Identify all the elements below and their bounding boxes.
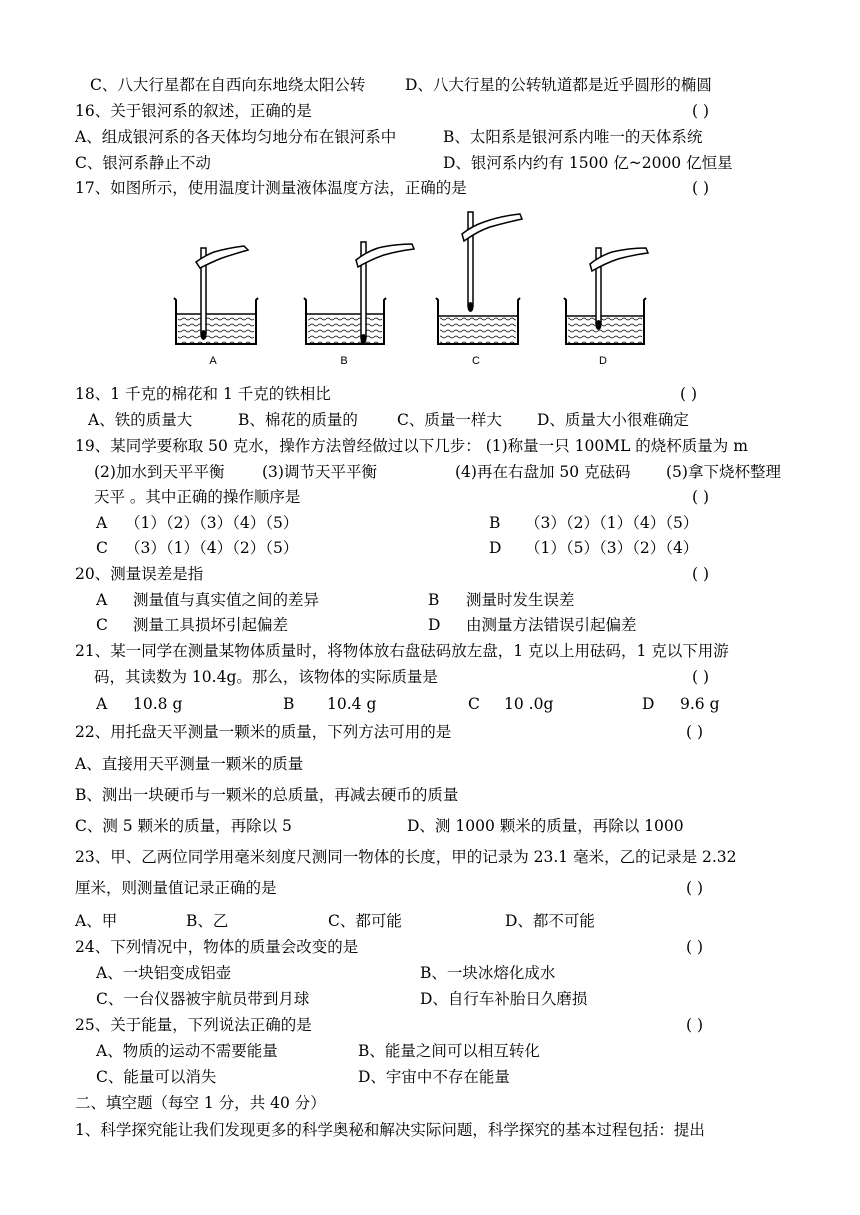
thermometer-c-bulb	[468, 302, 474, 312]
figure-label-b: B	[340, 355, 348, 367]
beaker-a	[174, 246, 258, 344]
q16-option-c: C、银河系静止不动	[75, 154, 211, 172]
q25-option-c: C、能量可以消失	[96, 1068, 217, 1086]
q24-stem: 24、下列情况中，物体的质量会改变的是	[75, 938, 359, 956]
q21-option-a-key: A	[96, 695, 108, 713]
q24-option-a: A、一块铝变成铝壶	[96, 964, 232, 982]
question-19-options-ab	[0, 512, 860, 534]
q20-option-d: 由测量方法错误引起偏差	[466, 616, 637, 634]
q19-step-2: (2)加水到天平平衡	[94, 463, 225, 481]
q19-option-a: （1）（2）（3）（4）（5）	[125, 514, 299, 532]
figure-label-c: C	[472, 355, 480, 367]
q25-answer-blank: ( )	[686, 1016, 704, 1034]
q22-stem: 22、用托盘天平测量一颗米的质量，下列方法可用的是	[75, 723, 452, 741]
beaker-b	[304, 242, 414, 344]
q21-answer-blank: ( )	[692, 668, 710, 686]
q15-option-c: C、八大行星都在自西向东地绕太阳公转	[90, 76, 366, 94]
question-17-stem	[0, 177, 860, 199]
q24-answer-blank: ( )	[686, 938, 704, 956]
q19-step-3: (3)调节天平平衡	[262, 463, 377, 481]
question-18-stem	[0, 383, 860, 405]
q25-option-b: B、能量之间可以相互转化	[358, 1042, 540, 1060]
q20-option-a: 测量值与真实值之间的差异	[133, 591, 320, 609]
q19-answer-blank: ( )	[692, 488, 710, 506]
question-21-line-2	[0, 666, 860, 688]
question-23-line-2	[0, 877, 860, 899]
q22-option-a: A、直接用天平测量一颗米的质量	[75, 755, 304, 773]
beaker-d-liquid	[568, 316, 642, 344]
figure-label-d: D	[599, 355, 607, 367]
question-22-options-cd	[0, 815, 860, 837]
thermometer-d-bulb	[596, 320, 602, 330]
section-2-heading	[0, 1092, 860, 1114]
q24-option-b: B、一块冰熔化成水	[420, 964, 556, 982]
section-2-question-1	[0, 1119, 860, 1141]
q21-option-b: 10.4 g	[327, 695, 377, 713]
q22-option-c: C、测 5 颗米的质量，再除以 5	[75, 817, 292, 835]
question-25-stem	[0, 1014, 860, 1036]
q23-line-2: 厘米，则测量值记录正确的是	[75, 879, 277, 897]
question-16-stem	[0, 100, 860, 122]
thermometer-diagram	[150, 208, 690, 370]
q25-option-a: A、物质的运动不需要能量	[96, 1042, 278, 1060]
question-16-options-ab	[0, 126, 860, 148]
question-20-options-ab	[0, 589, 860, 611]
question-16-options-cd	[0, 152, 860, 174]
q22-option-d: D、测 1000 颗米的质量，再除以 1000	[407, 817, 684, 835]
q20-option-b: 测量时发生误差	[466, 591, 575, 609]
q21-option-a: 10.8 g	[133, 695, 183, 713]
q21-option-c: 10 .0g	[504, 695, 554, 713]
q17-stem: 17、如图所示，使用温度计测量液体温度方法，正确的是	[75, 179, 467, 197]
q21-option-c-key: C	[468, 695, 480, 713]
q21-option-d-key: D	[642, 695, 655, 713]
question-15-options-cd	[0, 74, 860, 96]
question-24-stem	[0, 936, 860, 958]
section-2-title: 二、填空题（每空 1 分，共 40 分）	[75, 1094, 326, 1112]
q25-option-d: D、宇宙中不存在能量	[358, 1068, 510, 1086]
question-21-line-1	[0, 640, 860, 662]
question-24-options-ab	[0, 962, 860, 984]
q19-option-c-key: C	[96, 539, 108, 557]
question-25-options-ab	[0, 1040, 860, 1062]
q18-option-c: C、质量一样大	[397, 411, 502, 429]
q21-option-b-key: B	[283, 695, 295, 713]
question-19-line-3	[0, 486, 860, 508]
q20-option-c: 测量工具损坏引起偏差	[133, 616, 289, 634]
figure-label-a: A	[209, 355, 217, 367]
question-20-stem	[0, 563, 860, 585]
q19-option-b-key: B	[489, 514, 501, 532]
q20-option-a-key: A	[96, 591, 108, 609]
question-23-options	[0, 910, 860, 932]
q23-answer-blank: ( )	[686, 879, 704, 897]
q18-option-a: A、铁的质量大	[88, 411, 193, 429]
q18-option-d: D、质量大小很难确定	[537, 411, 689, 429]
q25-stem: 25、关于能量，下列说法正确的是	[75, 1016, 312, 1034]
q16-answer-blank: ( )	[692, 102, 710, 120]
q23-line-1: 23、甲、乙两位同学用毫米刻度尺测同一物体的长度，甲的记录为 23.1 毫米，乙的记录是 2.32	[75, 848, 737, 866]
q21-option-d: 9.6 g	[680, 695, 720, 713]
q16-option-a: A、组成银河系的各天体均匀地分布在银河系中	[75, 128, 397, 146]
q19-option-a-key: A	[96, 514, 108, 532]
question-22-stem	[0, 721, 860, 743]
q18-stem: 18、1 千克的棉花和 1 千克的铁相比	[75, 385, 331, 403]
beaker-c-liquid	[440, 316, 516, 344]
q19-step-5: (5)拿下烧杯整理	[666, 463, 781, 481]
q21-line-1: 21、某一同学在测量某物体质量时，将物体放右盘砝码放左盘，1 克以上用砝码，1 克以下用游	[75, 642, 729, 660]
q24-option-d: D、自行车补胎日久磨损	[420, 990, 588, 1008]
q24-option-c: C、一台仪器被宇航员带到月球	[96, 990, 310, 1008]
q19-option-c: （3）（1）（4）（2）（5）	[125, 539, 299, 557]
question-19-line-1	[0, 435, 860, 457]
q15-option-d: D、八大行星的公转轨道都是近乎圆形的椭圆	[405, 76, 712, 94]
q23-option-c: C、都可能	[328, 912, 402, 930]
q18-answer-blank: ( )	[680, 385, 698, 403]
question-18-options	[0, 409, 860, 431]
q19-option-d-key: D	[489, 539, 502, 557]
q19-step-4: (4)再在右盘加 50 克砝码	[455, 463, 631, 481]
question-21-options	[0, 693, 860, 715]
q19-option-b: （3）（2）（1）（4）（5）	[525, 514, 699, 532]
question-19-line-2	[0, 461, 860, 483]
q20-option-b-key: B	[428, 591, 440, 609]
question-25-options-cd	[0, 1066, 860, 1088]
q17-answer-blank: ( )	[692, 179, 710, 197]
q22-answer-blank: ( )	[686, 723, 704, 741]
beaker-d	[564, 248, 648, 344]
q18-option-b: B、棉花的质量的	[238, 411, 358, 429]
beaker-c	[436, 212, 522, 344]
question-22-option-b-line	[0, 784, 860, 806]
q23-option-a: A、甲	[75, 912, 118, 930]
q19-option-d: （1）（5）（3）（2）（4）	[525, 539, 699, 557]
thermometer-b-bulb	[361, 334, 367, 344]
question-24-options-cd	[0, 988, 860, 1010]
thermometer-a-bulb	[201, 330, 207, 340]
q20-stem: 20、测量误差是指	[75, 565, 204, 583]
q21-line-2: 码，其读数为 10.4g。那么，该物体的实际质量是	[94, 668, 438, 686]
q19-line-1: 19、某同学要称取 50 克水，操作方法曾经做过以下几步： (1)称量一只 100ML 的烧杯质量为 m	[75, 437, 748, 455]
beaker-a-liquid	[178, 314, 254, 344]
q16-stem: 16、关于银河系的叙述，正确的是	[75, 102, 312, 120]
section-2-q1-line-1: 1、科学探究能让我们发现更多的科学奥秘和解决实际问题，科学探究的基本过程包括：提出	[75, 1121, 705, 1139]
question-19-options-cd	[0, 537, 860, 559]
q19-line-3: 天平 。其中正确的操作顺序是	[94, 488, 301, 506]
q16-option-d: D、银河系内约有 1500 亿~2000 亿恒星	[443, 154, 733, 172]
q20-answer-blank: ( )	[692, 565, 710, 583]
beaker-b-liquid	[308, 314, 382, 344]
question-23-line-1	[0, 846, 860, 868]
thermometer-figure	[150, 208, 690, 370]
question-22-option-a-line	[0, 753, 860, 775]
question-20-options-cd	[0, 614, 860, 636]
q16-option-b: B、太阳系是银河系内唯一的天体系统	[443, 128, 703, 146]
q20-option-d-key: D	[428, 616, 441, 634]
thermometer-c	[468, 212, 473, 306]
q23-option-b: B、乙	[186, 912, 229, 930]
q20-option-c-key: C	[96, 616, 108, 634]
q23-option-d: D、都不可能	[505, 912, 595, 930]
q22-option-b: B、测出一块硬币与一颗米的总质量，再减去硬币的质量	[75, 786, 459, 804]
